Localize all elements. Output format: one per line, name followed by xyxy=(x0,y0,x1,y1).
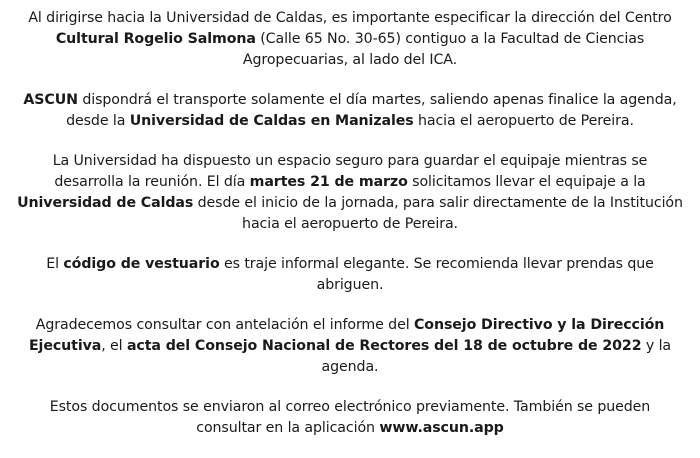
text-run: El xyxy=(46,256,64,272)
text-run: consultar en la aplicación xyxy=(196,420,380,436)
text-run: , el xyxy=(101,338,127,354)
text-run: Estos documentos se enviaron al correo electrónico previamente. También se pueden xyxy=(49,399,651,415)
text-run: (Calle 65 No. 30-65) contiguo a la Facultad de Ciencias xyxy=(255,31,645,47)
paragraph-email-notice xyxy=(0,397,700,439)
paragraph-luggage xyxy=(0,151,700,235)
text-line xyxy=(0,254,700,275)
text-run: y la xyxy=(641,338,672,354)
dress-code-term: código de vestuario xyxy=(63,256,220,272)
text-line xyxy=(0,357,700,378)
text-line xyxy=(0,336,700,357)
text-line xyxy=(0,8,700,29)
text-run: Agradecemos consultar con antelación el informe del xyxy=(35,317,414,333)
paragraph-dress-code xyxy=(0,254,700,296)
text-line xyxy=(0,315,700,336)
text-run: Al dirigirse hacia la Universidad de Caldas, es importante especificar la dirección del Centro xyxy=(28,10,672,26)
paragraph-documents xyxy=(0,315,700,378)
text-run: desde la xyxy=(66,113,130,129)
text-line xyxy=(0,151,700,172)
text-line xyxy=(0,111,700,132)
report-name-cont: Ejecutiva xyxy=(28,338,102,354)
text-run: solicitamos llevar el equipaje a la xyxy=(407,174,646,190)
text-run: abriguen. xyxy=(316,277,384,293)
text-run: desarrolla la reunión. El día xyxy=(54,174,250,190)
text-run: desde el inicio de la jornada, para salir directamente de la Institución xyxy=(193,195,683,211)
text-run: es traje informal elegante. Se recomienda llevar prendas que xyxy=(219,256,654,272)
university-name: Universidad de Caldas xyxy=(17,195,194,211)
text-run: Agropecuarias, al lado del ICA. xyxy=(242,52,458,68)
luggage-date: martes 21 de marzo xyxy=(249,174,408,190)
text-line xyxy=(0,193,700,214)
minutes-name: acta del Consejo Nacional de Rectores del 18 de octubre de 2022 xyxy=(126,338,642,354)
paragraph-location xyxy=(0,8,700,71)
text-line xyxy=(0,275,700,296)
text-line xyxy=(0,172,700,193)
text-run: La Universidad ha dispuesto un espacio seguro para guardar el equipaje mientras se xyxy=(52,153,648,169)
text-line xyxy=(0,90,700,111)
report-name: Consejo Directivo y la Dirección xyxy=(413,317,665,333)
document-body xyxy=(0,8,700,458)
venue-name: Cultural Rogelio Salmona xyxy=(55,31,256,47)
organization-name: ASCUN xyxy=(23,92,78,108)
text-line xyxy=(0,29,700,50)
app-url: www.ascun.app xyxy=(379,420,504,436)
text-line xyxy=(0,50,700,71)
text-run: agenda. xyxy=(321,359,379,375)
text-run: dispondrá el transporte solamente el día martes, saliendo apenas finalice la agenda, xyxy=(77,92,677,108)
text-line xyxy=(0,397,700,418)
paragraph-transport xyxy=(0,90,700,132)
text-run: hacia el aeropuerto de Pereira. xyxy=(413,113,634,129)
departure-place: Universidad de Caldas en Manizales xyxy=(129,113,414,129)
text-run: hacia el aeropuerto de Pereira. xyxy=(242,216,458,232)
text-line xyxy=(0,214,700,235)
text-line xyxy=(0,418,700,439)
